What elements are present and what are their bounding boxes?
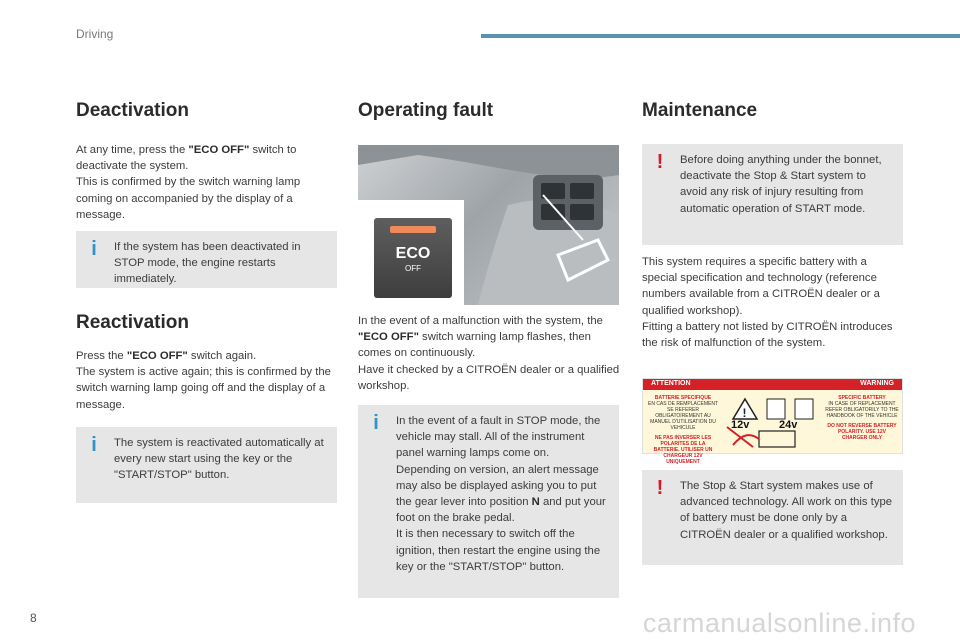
- deactivation-title: Deactivation: [76, 100, 189, 121]
- reactivation-section: [76, 312, 338, 413]
- reactivation-note: i The system is reactivated automatically at every new start using the key or the "START/STOP" button.: [76, 427, 337, 503]
- eco-off-switch-photo: [358, 200, 464, 305]
- operating-fault-note: i In the event of a fault in STOP mode, the vehicle may stall. All of the instrument panel warning lamps come on. Depending on version, an alert message may also be displayed asking you to put the gear lever into position N and put your foot on the brake pedal. It is then necessary to switch off the ignition, then restart the engine using the key or the "START/STOP" button.: [358, 405, 619, 598]
- section-label: Driving: [76, 27, 114, 41]
- page-number: 8: [30, 611, 37, 625]
- deactivation-text: At any time, press the "ECO OFF" switch to deactivate the system. This is confirmed by the switch warning lamp coming on accompanied by the display of a message.: [76, 144, 301, 221]
- deactivation-section: [76, 100, 338, 223]
- battery-label-image: [642, 378, 903, 465]
- exclamation-icon: !: [656, 477, 664, 499]
- deactivation-note: i If the system has been deactivated in STOP mode, the engine restarts immediately.: [76, 231, 337, 288]
- label-french: BATTERIE SPECIFIQUE EN CAS DE REMPLACEMENT SE REFERER OBLIGATOIREMENT AU MANUEL D'UTILISATION DU VEHICULE NE PAS INVERSER LES POLARITES DE LA BATTERIE. UTILISER UN CHARGEUR 12V UNIQUEMENT: [647, 395, 718, 465]
- info-icon: i: [91, 434, 97, 456]
- voltage-24: 24v: [779, 419, 798, 431]
- operating-fault-text: In the event of a malfunction with the system, the "ECO OFF" switch warning lamp flashes, then comes on continuously. Have it checked by a CITROËN dealer or a qualified workshop.: [358, 315, 620, 392]
- eco-off-button: [374, 218, 452, 298]
- battery-label-strip: [643, 379, 902, 390]
- label-english: SPECIFIC BATTERY IN CASE OF REPLACEMENT REFER OBLIGATORILY TO THE HANDBOOK OF THE VEHICLE DO NOT REVERSE BATTERY POLARITY. USE 12V CHARGER ONLY: [825, 395, 899, 441]
- operating-fault-title: Operating fault: [358, 100, 494, 121]
- info-icon: i: [91, 238, 97, 260]
- header-bar: [481, 34, 960, 38]
- attention-text: ATTENTION: [651, 380, 691, 387]
- voltage-12: 12v: [731, 419, 750, 431]
- off-label: OFF: [405, 264, 421, 273]
- maintenance-title: Maintenance: [642, 100, 758, 121]
- eco-label: ECO: [395, 245, 431, 262]
- maintenance-warning-note-2: ! The Stop & Start system makes use of advanced technology. All work on this type of battery must be done only by a CITROËN dealer or a qualified workshop.: [642, 470, 903, 565]
- reactivation-title: Reactivation: [76, 312, 189, 333]
- warning-text: WARNING: [860, 380, 894, 387]
- maintenance-section: [642, 100, 904, 142]
- svg-text:!: !: [742, 406, 747, 420]
- maintenance-warning-note: ! Before doing anything under the bonnet, deactivate the Stop & Start system to avoid any risk of injury resulting from automatic operation of START mode.: [642, 144, 903, 245]
- label-center: [723, 397, 823, 453]
- exclamation-icon: !: [656, 151, 664, 173]
- info-icon: i: [373, 412, 379, 434]
- operating-fault-section: [358, 100, 620, 142]
- reactivation-text: Press the "ECO OFF" switch again. The system is active again; this is confirmed by the switch warning lamp going off and the display of a message.: [76, 350, 331, 411]
- warning-lamp: [390, 226, 436, 233]
- watermark: carmanualsonline.info: [642, 608, 916, 638]
- maintenance-text: This system requires a specific battery with a special specification and technology (reference numbers available from a CITROËN dealer or a qualified workshop). Fitting a battery not listed by CITROËN introduces the risk of malfunction of the system.: [642, 256, 893, 350]
